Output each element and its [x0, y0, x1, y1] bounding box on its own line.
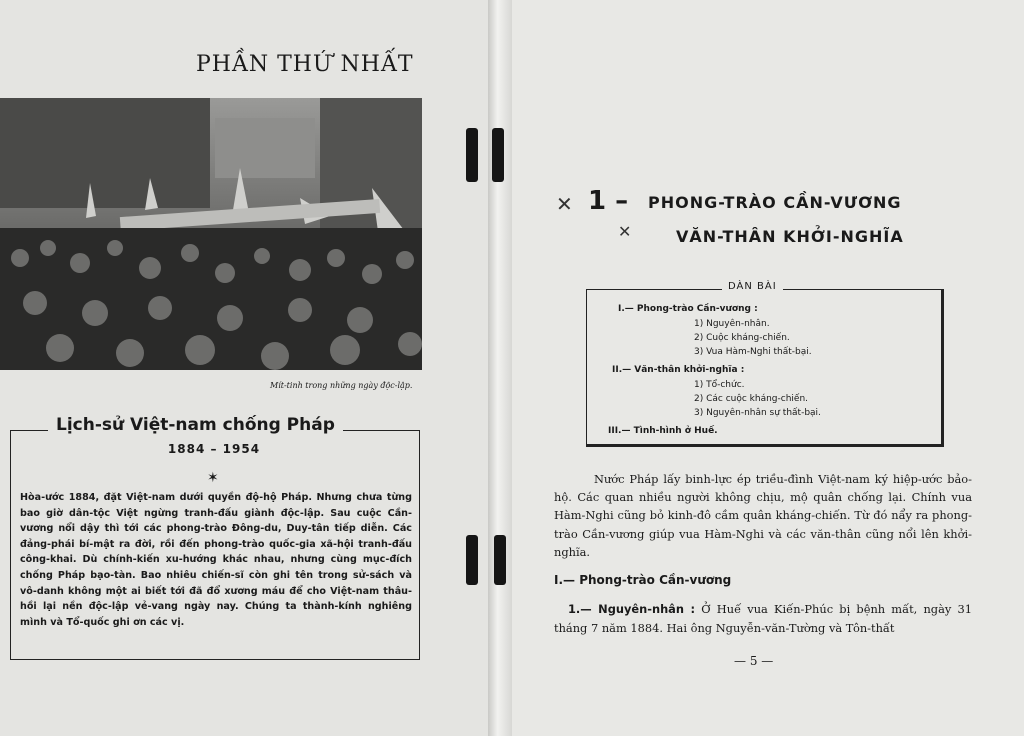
staple-top-left — [466, 128, 478, 182]
outline-item: 1) Nguyên-nhân. — [694, 319, 770, 329]
outline-section-label: II.— Văn-thân khởi-nghĩa : — [612, 365, 745, 375]
star-ornament-icon: ✶ — [207, 470, 219, 486]
left-page — [0, 0, 488, 736]
crowd-photo — [0, 98, 422, 370]
outline-section-label: III.— Tình-hình ở Huế. — [608, 426, 718, 436]
x-mark-icon: ✕ — [556, 192, 573, 216]
outline-item: 3) Nguyên-nhân sự thất-bại. — [694, 408, 821, 418]
staple-bottom-right — [494, 535, 506, 585]
sub-paragraph: Ở Huế vua Kiến-Phúc bị bệnh mất, ngày 31 tháng 7 năm 1884. Hai ông Nguyễn-văn-Tường và Tôn-thất — [554, 602, 973, 635]
x-mark-icon: ✕ — [618, 222, 632, 241]
staple-bottom-left — [466, 535, 478, 585]
history-box-body: Hòa-ước 1884, đặt Việt-nam dưới quyền độ-hộ Pháp. Nhưng chưa từng bao giờ dân-tộc Việt ngừng tranh-đấu giành độc-lập. Sau cuộc Cần-vương nổi dậy thì tới các phong-trào Đông-du, Duy-tân tiếp diễn. Các đảng-phái bí-mật ra đời, rồi đến phong-trào quốc-gia xã-hội tranh-đấu công-khai. Dù chính-kiến xu-hướng khác nhau, nhưng cùng mục-đích chống Pháp bạo-tàn. Bao nhiêu chiến-sĩ còn ghi tên trong sử-sách và vô-danh không một ai biết tới đã đổ xương máu để cho Việt-nam thâu-hồi lại nền độc-lập vẻ-vang ngày nay. Chúng ta thành-kính nghiêng mình và Tổ-quốc ghi ơn các vị. — [20, 492, 412, 628]
history-box-title: Lịch-sử Việt-nam chống Pháp — [48, 415, 343, 435]
outline-item: 1) Tổ-chức. — [694, 380, 745, 390]
sub-heading: 1.— Nguyên-nhân : — [568, 602, 696, 616]
outline-item: 3) Vua Hàm-Nghi thất-bại. — [694, 347, 812, 357]
photo-caption: Mít-tinh trong những ngày độc-lập. — [270, 381, 413, 390]
staple-top-right — [492, 128, 504, 182]
sub-paragraph-block — [554, 600, 972, 638]
part-title: PHẦN THỨ NHẤT — [196, 52, 414, 77]
outline-item: 2) Cuộc kháng-chiến. — [694, 333, 790, 343]
chapter-number: 1 – — [588, 186, 629, 216]
intro-paragraph: Nước Pháp lấy binh-lực ép triều-đình Việt-nam ký hiệp-ước bảo-hộ. Các quan nhiều người không chịu, mộ quân chống lại. Chính vua Hàm-Nghi cũng bỏ kinh-đô cầm quân kháng-chiến. Từ đó nẩy ra phong-trào Cần-vương giúp vua Hàm-Nghi và các văn-thân cũng nổi lên khởi-nghĩa. — [554, 472, 972, 559]
section-heading: I.— Phong-trào Cần-vương — [554, 573, 732, 587]
chapter-title-line1: PHONG-TRÀO CẦN-VƯƠNG — [648, 193, 902, 212]
history-box-years: 1884 – 1954 — [167, 442, 261, 456]
outline-item: 2) Các cuộc kháng-chiến. — [694, 394, 809, 404]
crowd-photo-image — [0, 98, 422, 370]
chapter-title-line2: VĂN-THÂN KHỞI-NGHĨA — [676, 227, 904, 246]
outline-title: DÀN BÀI — [722, 281, 783, 292]
outline-section-label: I.— Phong-trào Cần-vương : — [618, 304, 758, 314]
book-gutter — [488, 0, 512, 736]
page-number: — 5 — — [734, 654, 774, 668]
